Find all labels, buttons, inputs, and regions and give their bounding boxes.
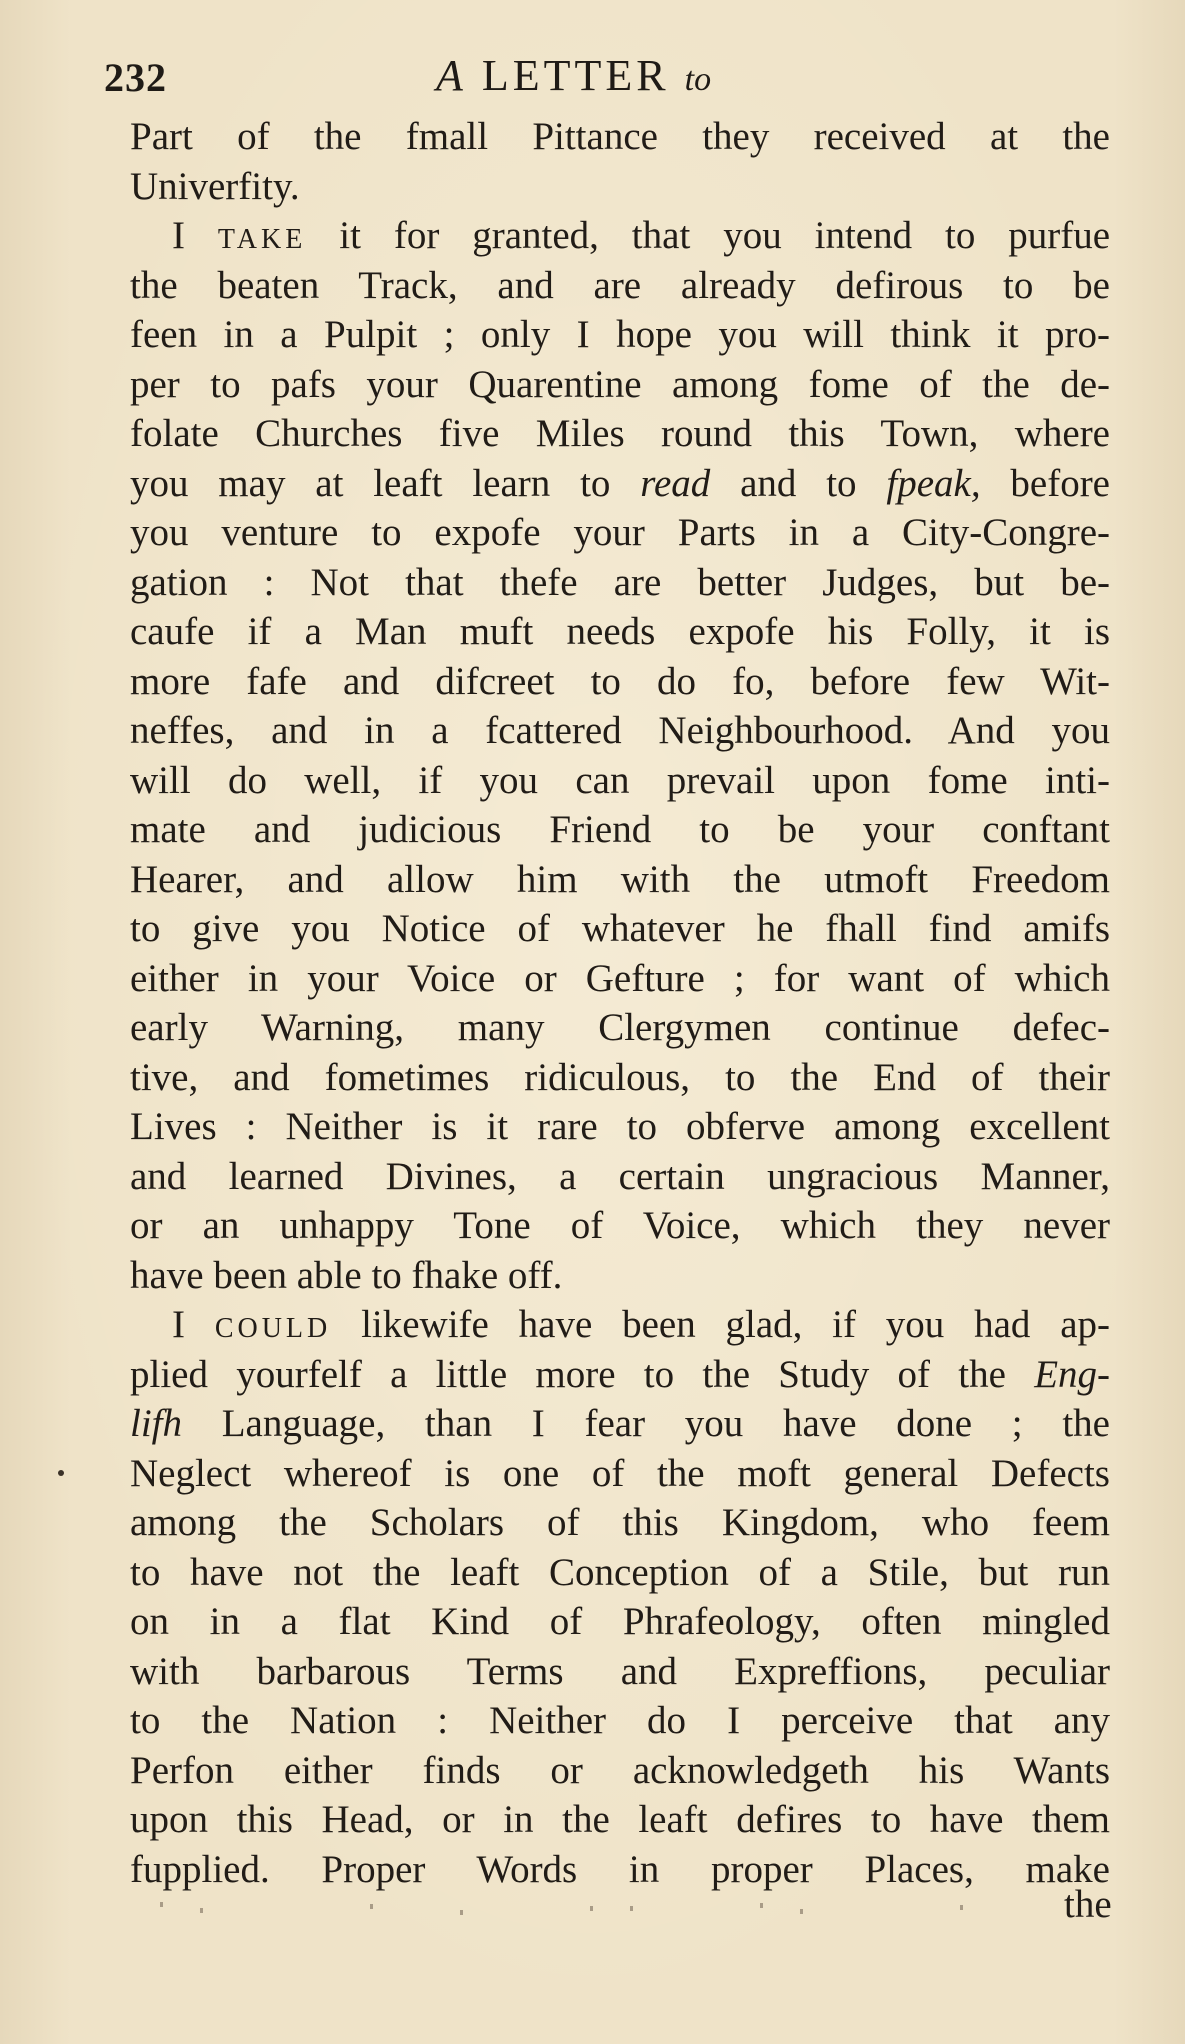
line-text: you may at leaft learn to: [130, 461, 611, 505]
text-line: to the Nation : Neither do I perceive that any: [130, 1699, 1110, 1742]
text-line: Neglect whereof is one of the moft general Defects: [130, 1451, 1110, 1495]
running-title-to: to: [684, 61, 712, 98]
text-line: feen in a Pulpit ; only I hope you will think it pro-: [130, 313, 1110, 356]
italic-word: Eng-: [1034, 1352, 1110, 1396]
small-caps-word: TAKE: [217, 224, 307, 255]
running-title-article: A: [436, 51, 467, 100]
text-line: neffes, and in a fcattered Neighbourhood. And you: [130, 709, 1110, 752]
print-specks: [160, 1900, 1040, 1920]
paragraph-opening-line: [130, 211, 1110, 261]
text-line: among the Scholars of this Kingdom, who feem: [130, 1501, 1110, 1544]
text-line: mate and judicious Friend to be your conftant: [130, 808, 1110, 851]
text-line: have been able to fhake off.: [130, 1253, 563, 1297]
text-line: will do well, if you can prevail upon fome inti-: [130, 758, 1110, 802]
text-line: [130, 1399, 1110, 1449]
text-line: [130, 459, 1110, 509]
text-line: caufe if a Man muft needs expofe his Folly, it is: [130, 610, 1110, 653]
text-line: upon this Head, or in the leaft defires to have them: [130, 1798, 1110, 1841]
page-number: 232: [104, 55, 167, 100]
italic-word: read: [640, 461, 711, 505]
line-text: plied yourfelf a little more to the Study of the: [130, 1352, 1006, 1396]
text-line: [130, 1350, 1110, 1400]
text-line: gation : Not that thefe are better Judges, but be-: [130, 560, 1110, 604]
text-line: Part of the fmall Pittance they received at the: [130, 115, 1110, 158]
text-line: with barbarous Terms and Expreffions, peculiar: [130, 1649, 1110, 1693]
text-line: on in a flat Kind of Phrafeology, often mingled: [130, 1600, 1110, 1643]
body-text: [130, 112, 1110, 1894]
opening-capital: I: [172, 1303, 185, 1346]
margin-ink-dot: [58, 1470, 64, 1476]
text-line: folate Churches five Miles round this Town, where: [130, 412, 1110, 455]
running-title-word: LETTER: [481, 51, 670, 100]
text-line: more fafe and difcreet to do fo, before few Wit-: [130, 659, 1110, 703]
text-line: tive, and fometimes ridiculous, to the End of their: [130, 1055, 1110, 1099]
text-line: per to pafs your Quarentine among fome of the de-: [130, 362, 1110, 406]
line-text: Language, than I fear you have done ; the: [221, 1402, 1110, 1445]
text-line: either in your Voice or Gefture ; for want of which: [130, 956, 1110, 1000]
text-line: early Warning, many Clergymen continue defec-: [130, 1006, 1110, 1049]
line-text: and to: [740, 461, 857, 505]
text-line: to give you Notice of whatever he fhall find amifs: [130, 907, 1110, 950]
text-line: Perfon either finds or acknowledgeth his Wants: [130, 1748, 1110, 1792]
paragraph-opening-line: [130, 1300, 1110, 1350]
small-caps-word: COULD: [214, 1313, 332, 1344]
text-line: fupplied. Proper Words in proper Places, make: [130, 1847, 1110, 1891]
text-line: the beaten Track, and are already defirous to be: [130, 263, 1110, 307]
text-line: Hearer, and allow him with the utmoft Freedom: [130, 857, 1110, 901]
text-line: you venture to expofe your Parts in a City-Congre-: [130, 511, 1110, 554]
text-line: and learned Divines, a certain ungracious Manner,: [130, 1154, 1110, 1198]
text-line: Lives : Neither is it rare to obferve among excellent: [130, 1105, 1110, 1148]
catchword: the: [1064, 1883, 1112, 1926]
line-text: likewife have been glad, if you had ap-: [361, 1303, 1111, 1346]
running-title: [436, 50, 711, 101]
text-line: to have not the leaft Conception of a Stile, but run: [130, 1550, 1110, 1594]
running-head: [0, 50, 1185, 110]
text-line: Univerfity.: [130, 164, 300, 208]
text-line: or an unhappy Tone of Voice, which they never: [130, 1204, 1110, 1247]
italic-word: lifh: [130, 1402, 183, 1445]
italic-word: fpeak,: [886, 461, 981, 505]
line-text: before: [1010, 461, 1110, 505]
opening-capital: I: [172, 214, 185, 257]
line-text: it for granted, that you intend to purfue: [339, 214, 1111, 257]
